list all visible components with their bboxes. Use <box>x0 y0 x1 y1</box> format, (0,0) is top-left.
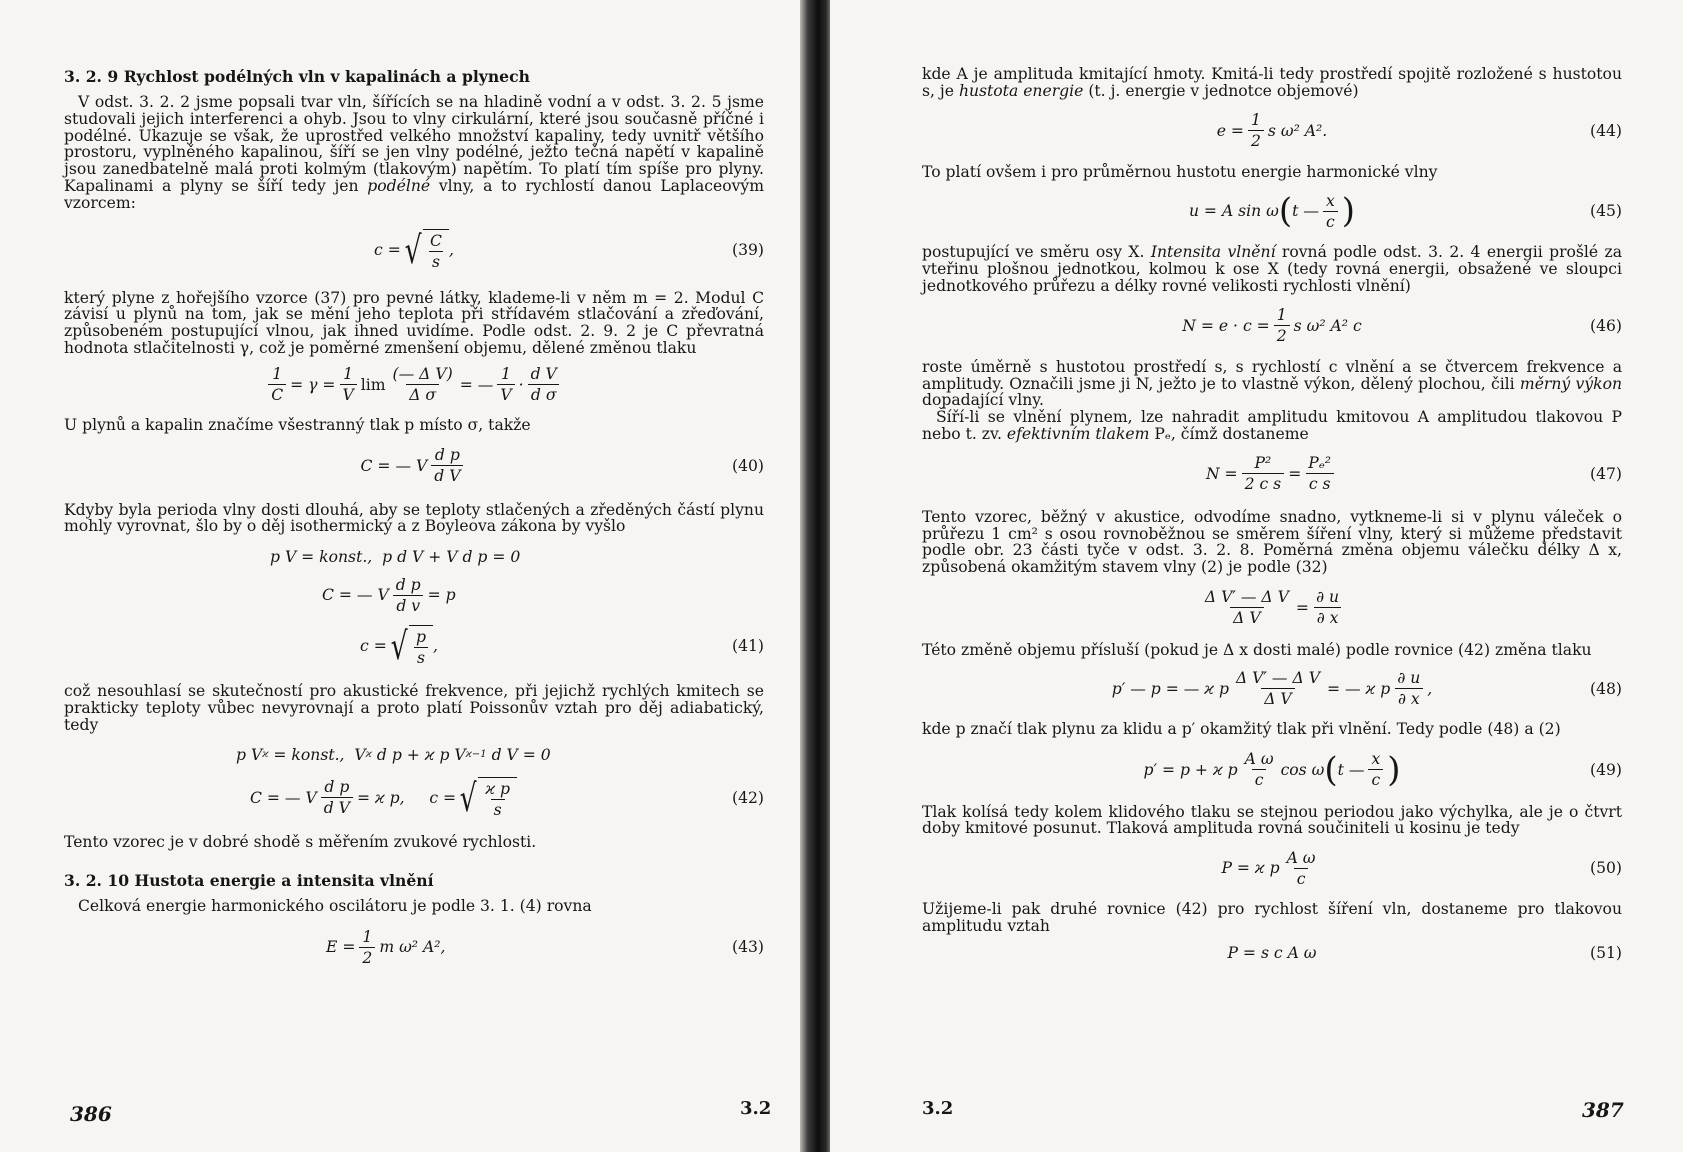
equation-51 <box>922 939 1622 967</box>
emphasis: Intensita vlnění <box>1150 243 1276 262</box>
paragraph <box>922 409 1622 443</box>
frac-den: s <box>429 251 443 271</box>
eq-text: p V <box>236 745 263 764</box>
paragraph: Celková energie harmonického oscilátoru je podle 3. 1. (4) rovna <box>78 897 592 916</box>
emphasis: efektivním tlakem <box>1006 424 1150 443</box>
equation-compressibility <box>64 361 764 409</box>
frac-den: c <box>1252 769 1267 789</box>
paren-open: ( <box>1278 191 1293 232</box>
eq-lhs: N = e · c = <box>1182 316 1270 335</box>
eq-text: t — <box>1292 202 1319 221</box>
eq-lhs: P = s c A ω <box>1227 943 1317 962</box>
eq-text: · <box>518 375 524 394</box>
eq-lhs: c = <box>360 637 387 656</box>
frac-num: d V <box>530 365 557 384</box>
eq-text: = konst., V <box>268 745 366 764</box>
frac-den: ∂ x <box>1395 688 1423 708</box>
text: postupující ve směru osy X. <box>922 243 1151 262</box>
left-page <box>0 0 810 1152</box>
equation-adiabatic <box>64 740 764 770</box>
frac-den: s <box>414 647 428 667</box>
equation-number: (39) <box>731 240 764 259</box>
frac-num: Δ V′ — Δ V <box>1204 588 1289 607</box>
paragraph: Tento vzorec, běžný v akustice, odvodíme snadno, vytkneme-li si v plynu váleček o průřezu 1 cm² s osou rovnoběžnou se směrem šíření vlny, který si můžeme představit podle obr. 23 části tyče v odst. 3. 2. 8. Poměrná změna objemu válečku délky Δ x, způsobená okamžitým stavem vlny (2) je podle (32) <box>922 507 1622 577</box>
equation-42 <box>64 770 764 826</box>
paragraph <box>922 66 1622 100</box>
equation-number: (42) <box>731 788 764 807</box>
exponent: ϰ−1 <box>465 749 487 761</box>
text: (t. j. energie v jednotce objemové) <box>1083 81 1359 100</box>
eq-text: = <box>1295 598 1309 617</box>
square-root: √ $\frac{p}{s}$ <box>387 625 433 667</box>
paren-open: ( <box>1324 749 1338 790</box>
section-marker: 3.2 <box>740 1098 772 1119</box>
left-page-content <box>64 66 764 973</box>
frac-num: 1 <box>1250 111 1261 130</box>
paragraph <box>922 359 1622 409</box>
eq-text: = γ = <box>290 375 336 394</box>
frac-num: x <box>1325 191 1335 210</box>
paragraph: Této změně objemu přísluší (pokud je Δ x dosti malé) podle rovnice (42) změna tlaku <box>922 640 1592 659</box>
frac-num: d p <box>324 778 350 797</box>
frac-num: Pₑ² <box>1308 454 1332 473</box>
frac-num: 1 <box>343 365 354 384</box>
frac-den: V <box>497 384 514 404</box>
paragraph <box>922 244 1622 294</box>
eq-text: = <box>1288 464 1302 483</box>
equation-46 <box>922 301 1622 351</box>
equation-47 <box>922 449 1622 499</box>
frac-den: V <box>340 384 357 404</box>
page-number: 386 <box>70 1102 112 1126</box>
paragraph: kde p značí tlak plynu za klidu a p′ okamžitý tlak při vlnění. Tedy podle (48) a (2) <box>922 719 1561 738</box>
equation-isothermal-modulus <box>64 571 764 619</box>
frac-den: Δ V <box>1230 607 1263 627</box>
eq-text: m ω² A², <box>379 938 446 957</box>
text: V odst. 3. 2. 2 jsme popsali tvar vln, šířících se na hladině vodní a v odst. 3. 2. 5 jsme studovali jejich interferenci a ohyb. Jsou to vlny cirkulární, které jsou současně příčné i podélné. Ukazuje se však, že uprostřed velkého množství kapaliny, tedy uvnitř většího prostoru, vyplněného kapalinou, šíří se jen vlny podélné, ježto tečná napětí v kapalině jsou zanedbatelně malá proti kolmým (tlakovým) napětím. To platí tím spíše pro plyny. Kapalinami a plyny se šíří tedy jen <box>64 93 764 195</box>
frac-den: 2 c s <box>1242 473 1285 493</box>
eq-tail: , <box>448 240 454 259</box>
frac-num: Δ V′ — Δ V <box>1235 669 1320 688</box>
eq-text: = — <box>459 375 494 394</box>
frac-num: ϰ p <box>485 779 511 798</box>
equation-number: (44) <box>1589 121 1622 140</box>
square-root: √ $\frac{C}{s}$ <box>401 229 449 271</box>
frac-num: 1 <box>362 927 373 946</box>
eq-lhs: C = — V <box>250 788 317 807</box>
right-page <box>830 0 1683 1152</box>
paragraph: Kdyby byla perioda vlny dosti dlouhá, aby se teploty stlačených a zředěných částí plynu mohly vyrovnat, šlo by o děj isothermický a z Boyleova zákona by vyšlo <box>64 500 764 536</box>
frac-num: C <box>430 231 442 250</box>
frac-den: d v <box>393 595 423 615</box>
eq-lhs: C = — V <box>360 456 428 475</box>
frac-den: 2 <box>1274 325 1290 345</box>
eq-tail: , <box>1427 679 1433 698</box>
text: vlny, a to rychlostí danou Laplaceovým vzorcem: <box>64 176 765 212</box>
eq-lhs: p′ — p = — ϰ p <box>1111 679 1229 698</box>
paragraph: Tlak kolísá tedy kolem klidového tlaku se stejnou periodou jako výchylka, ale je o čtvrt doby kmitové posunut. Tlaková amplituda rovná součiniteli u kosinu je tedy <box>922 802 1622 838</box>
eq-text: lim <box>360 375 386 394</box>
paren-close: ) <box>1341 191 1356 232</box>
eq-text: p V = konst., p d V + V d p = 0 <box>270 548 521 567</box>
frac-num: P² <box>1254 454 1272 473</box>
paren-close: ) <box>1387 749 1401 790</box>
paragraph: Tento vzorec je v dobré shodě s měřením zvukové rychlosti. <box>64 832 537 851</box>
section-heading-3-2-10: 3. 2. 10 Hustota energie a intensita vlnění <box>64 871 434 891</box>
text: dopadající vlny. <box>922 391 1044 410</box>
text: Pₑ, čímž dostaneme <box>1149 424 1309 443</box>
text: kde A je amplituda kmitající hmoty. Kmitá-li tedy prostředí spojitě rozložené s hustotou s, je <box>922 65 1622 100</box>
frac-num: d p <box>434 446 460 465</box>
eq-text: = — ϰ p <box>1326 679 1391 698</box>
section-heading-3-2-9: 3. 2. 9 Rychlost podélných vln v kapalinách a plynech <box>64 67 530 86</box>
equation-number: (50) <box>1589 859 1622 878</box>
frac-den: ∂ x <box>1314 607 1342 627</box>
eq-lhs: C = — V <box>322 586 389 605</box>
equation-48 <box>922 663 1622 715</box>
frac-den: 2 <box>359 947 375 967</box>
equation-39 <box>64 222 764 278</box>
frac-num: 1 <box>272 365 283 384</box>
paragraph: který plyne z hořejšího vzorce (37) pro pevné látky, klademe-li v něm m = 2. Modul C závisí u plynů na tom, jak se mění jeho teplota při střídavém stlačování a zřeďování, způsobeném postupující vlnou, jak ihned uvidíme. Podle odst. 2. 9. 2 je C převratná hodnota stlačitelnosti γ, což je poměrné zmenšení objemu, dělené změnou tlaku <box>64 288 764 357</box>
equation-40 <box>64 440 764 492</box>
frac-num: ∂ u <box>1397 669 1421 688</box>
eq-lhs: e = <box>1216 121 1244 140</box>
emphasis: podélné <box>367 176 431 195</box>
frac-den: s <box>491 799 505 819</box>
equation-44 <box>922 106 1622 156</box>
frac-num: 1 <box>1276 306 1287 325</box>
equation-number: (48) <box>1589 679 1622 698</box>
right-page-content <box>922 66 1622 967</box>
equation-number: (49) <box>1589 760 1622 779</box>
paragraph: což nesouhlasí se skutečností pro akustické frekvence, při jejichž rychlých kmitech se prakticky teploty vůbec nevyrovnají a proto platí Poissonův vztah pro děj adiabatický, tedy <box>64 682 764 734</box>
emphasis: měrný výkon <box>1519 374 1623 393</box>
frac-den: Δ σ <box>406 384 439 404</box>
square-root: √ $\frac{\text{ϰ p}}{s}$ <box>456 777 517 819</box>
frac-den: c <box>1368 769 1383 789</box>
frac-den: C <box>268 384 286 404</box>
eq-text: s ω² A² c <box>1293 316 1362 335</box>
equation-number: (40) <box>731 456 764 475</box>
frac-num: A ω <box>1286 848 1316 867</box>
eq-text: s ω² A². <box>1267 121 1328 140</box>
equation-number: (41) <box>731 637 764 656</box>
equation-45 <box>922 186 1622 236</box>
frac-den: d σ <box>528 384 560 404</box>
equation-isothermal <box>64 543 764 571</box>
frac-den: c <box>1294 868 1309 888</box>
paragraph: To platí ovšem i pro průměrnou hustotu energie harmonické vlny <box>922 162 1438 181</box>
eq-lhs: P = ϰ p <box>1221 859 1280 878</box>
text: Šíří-li se vlnění plynem, lze nahradit amplitudu kmitovou A amplitudou tlakovou P nebo t. zv. <box>922 408 1622 443</box>
equation-number: (47) <box>1589 464 1622 483</box>
frac-den: d V <box>321 797 353 817</box>
equation-49 <box>922 744 1622 796</box>
paragraph: U plynů a kapalin značíme všestranný tlak p místo σ, takže <box>64 415 531 434</box>
paragraph: Užijeme-li pak druhé rovnice (42) pro rychlost šíření vln, dostaneme pro tlakovou amplitudu vztah <box>922 900 1622 935</box>
eq-text: d p + ϰ p V <box>371 745 466 764</box>
section-marker: 3.2 <box>922 1098 954 1119</box>
equation-50 <box>922 843 1622 893</box>
frac-den: d V <box>431 465 463 485</box>
frac-num: x <box>1371 750 1381 769</box>
eq-lhs: N = <box>1205 464 1238 483</box>
equation-volume-change <box>922 582 1622 634</box>
frac-num: (— Δ V) <box>392 365 453 384</box>
eq-text: = ϰ p, c = <box>356 788 457 807</box>
frac-num: ∂ u <box>1316 588 1340 607</box>
exponent: ϰ <box>262 749 269 761</box>
eq-text: = p <box>427 586 456 605</box>
eq-lhs: E = <box>326 938 356 957</box>
frac-num: d p <box>395 575 421 594</box>
eq-tail: , <box>432 637 438 656</box>
eq-lhs: c = <box>374 240 401 259</box>
eq-text: cos ω <box>1280 760 1325 779</box>
frac-den: c <box>1323 211 1338 231</box>
eq-lhs: u = A sin ω <box>1188 202 1279 221</box>
emphasis: hustota energie <box>958 81 1084 100</box>
equation-number: (51) <box>1589 943 1622 962</box>
eq-text: t — <box>1337 760 1365 779</box>
frac-num: 1 <box>501 365 511 384</box>
equation-number: (45) <box>1589 202 1622 221</box>
equation-43 <box>64 921 764 973</box>
frac-den: c s <box>1306 473 1334 493</box>
eq-text: d V = 0 <box>486 745 551 764</box>
equation-41 <box>64 619 764 673</box>
eq-lhs: p′ = p + ϰ p <box>1143 760 1238 779</box>
frac-den: 2 <box>1248 130 1264 150</box>
equation-number: (46) <box>1589 316 1622 335</box>
frac-den: Δ V <box>1261 688 1294 708</box>
text: roste úměrně s hustotou prostředí s, s rychlostí c vlnění a se čtvercem frekvence a amplitudy. Označili jsme ji N, ježto je to vlastně výkon, dělený plochou, čili <box>922 357 1622 393</box>
text: rovná podle odst. 3. 2. 4 energii prošlé za vteřinu plošnou jednotkou, kolmou k ose X (tedy rovná energii, obsažené ve sloupci jednotkového průřezu a délky rovné velikosti rychlosti vlnění) <box>922 243 1622 295</box>
paragraph <box>64 94 764 212</box>
frac-num: p <box>415 628 426 647</box>
exponent: ϰ <box>365 749 372 761</box>
page-number: 387 <box>1582 1098 1624 1122</box>
frac-num: A ω <box>1244 750 1274 769</box>
equation-number: (43) <box>731 938 764 957</box>
